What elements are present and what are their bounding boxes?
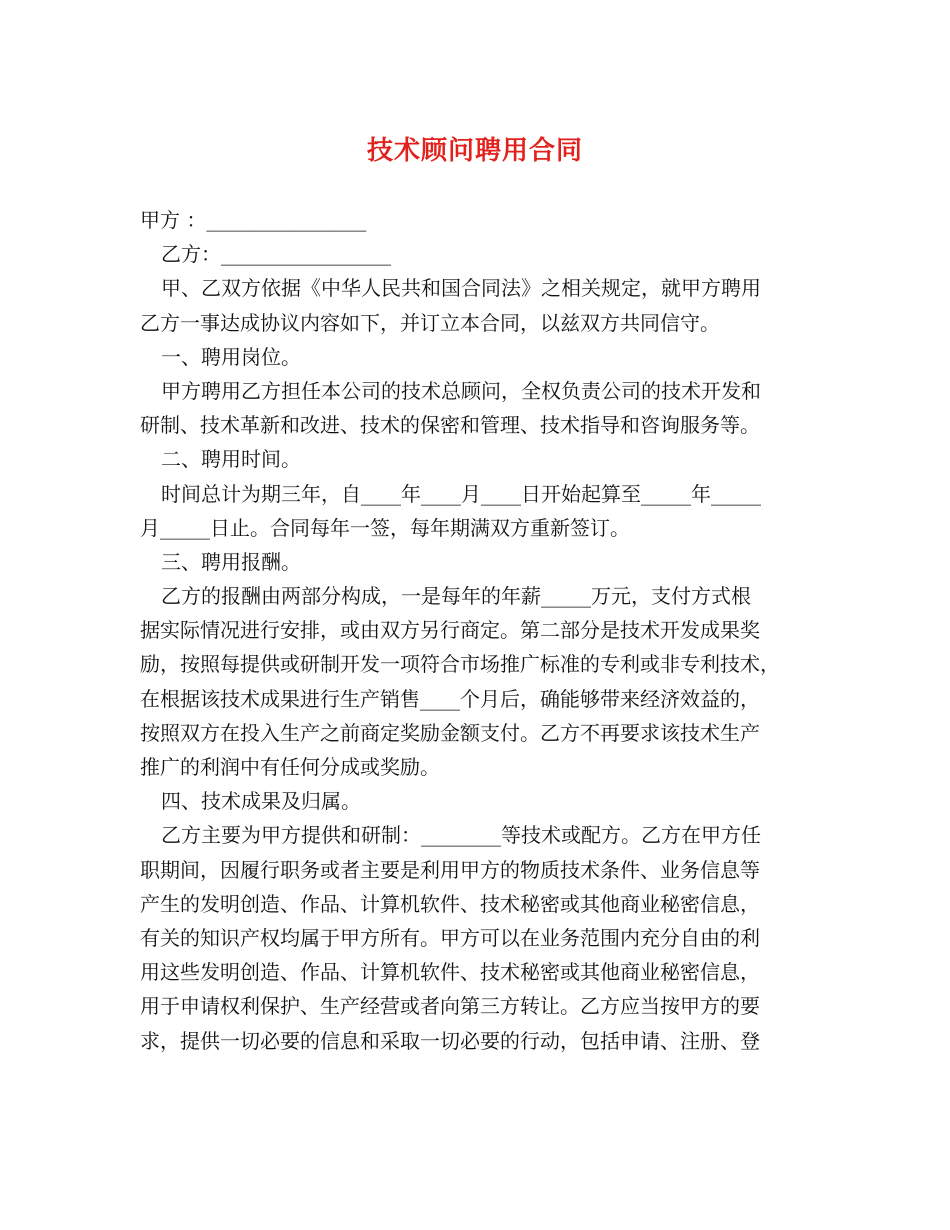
paragraph-line: 研制、技术革新和改进、技术的保密和管理、技术指导和咨询服务等。: [140, 413, 760, 438]
section-heading: 二、聘用时间。: [161, 447, 301, 472]
paragraph-line: 用于申请权利保护、生产经营或者向第三方转让。乙方应当按甲方的要: [140, 994, 760, 1019]
paragraph-line: 推广的利润中有任何分成或奖励。: [140, 755, 440, 779]
paragraph-line: 产生的发明创造、作品、计算机软件、技术秘密或其他商业秘密信息，: [140, 891, 760, 916]
paragraph-line: 月_____日止。合同每年一签，每年期满双方重新签订。: [140, 515, 630, 540]
paragraph-line: 乙方一事达成协议内容如下，并订立本合同，以兹双方共同信守。: [140, 310, 720, 335]
paragraph-line: 职期间，因履行职务或者主要是利用甲方的物质技术条件、业务信息等: [140, 857, 760, 882]
paragraph-line: 乙方的报酬由两部分构成，一是每年的年薪_____万元，支付方式根: [161, 584, 751, 609]
paragraph-line: 时间总计为期三年，自____年____月____日开始起算至_____年_____: [161, 481, 761, 506]
paragraph-line: 有关的知识产权均属于甲方所有。甲方可以在业务范围内充分自由的利: [140, 925, 760, 950]
party-a-line: 甲方 ：________________: [140, 208, 367, 232]
section-heading: 四、技术成果及归属。: [161, 789, 361, 814]
section-heading: 一、聘用岗位。: [161, 344, 301, 369]
section-heading: 三、聘用报酬。: [161, 549, 301, 574]
document-body: [140, 203, 812, 1058]
paragraph-line: 按照双方在投入生产之前商定奖励金额支付。乙方不再要求该技术生产: [140, 720, 760, 745]
paragraph-line: 用这些发明创造、作品、计算机软件、技术秘密或其他商业秘密信息，: [140, 960, 760, 985]
paragraph-line: 求，提供一切必要的信息和采取一切必要的行动，包括申请、注册、登: [140, 1028, 760, 1053]
paragraph-line: 乙方主要为甲方提供和研制：________等技术或配方。乙方在甲方任: [161, 823, 761, 848]
paragraph-line: 据实际情况进行安排，或由双方另行商定。第二部分是技术开发成果奖: [140, 618, 760, 643]
paragraph-line: 在根据该技术成果进行生产销售____个月后，确能够带来经济效益的，: [140, 686, 760, 711]
paragraph-line: 励，按照每提供或研制开发一项符合市场推广标准的专利或非专利技术，: [140, 652, 780, 677]
paragraph-line: 甲、乙双方依据《中华人民共和国合同法》之相关规定，就甲方聘用: [161, 276, 761, 301]
paragraph-line: 甲方聘用乙方担任本公司的技术总顾问，全权负责公司的技术开发和: [161, 378, 761, 403]
document-title: 技术顾问聘用合同: [366, 136, 583, 166]
party-b-line: 乙方：_________________: [161, 242, 391, 267]
